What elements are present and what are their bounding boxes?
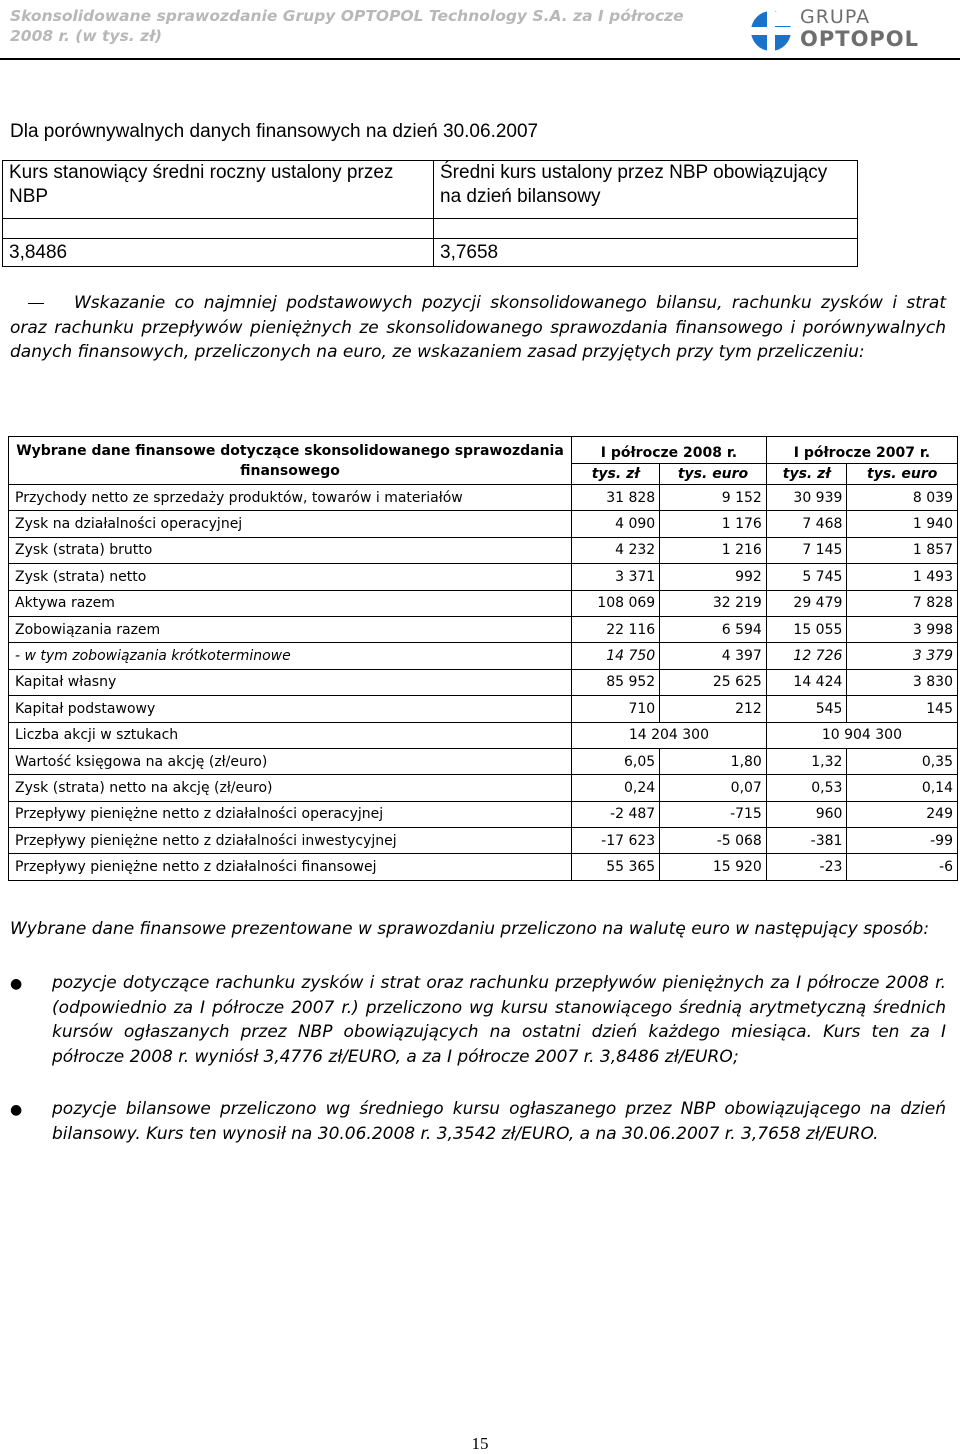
value-eur-2007: 145: [847, 696, 958, 722]
value-pln-2008: 4 090: [572, 511, 660, 537]
conversion-note-text: Wskazanie co najmniej podstawowych pozycji skonsolidowanego bilansu, rachunku zysków i strat oraz rachunku przepływów pieniężnych ze skonsolidowanego sprawozdania finansowego i porównywalnych danych finansowych, przeliczonych na euro, ze wskazaniem zasad przyjętych przy tym przeliczeniu:: [10, 293, 946, 362]
value-pln-2007: 30 939: [766, 485, 847, 511]
value-eur-2007: 3 830: [847, 669, 958, 695]
value-pln-2007: -381: [766, 828, 847, 854]
value-eur-2008: 15 920: [660, 854, 767, 880]
value-eur-2007: 3 998: [847, 616, 958, 642]
table-row: [9, 748, 958, 774]
value-eur-2008: 9 152: [660, 485, 767, 511]
rate-col2-header: Średni kurs ustalony przez NBP obowiązujący na dzień bilansowy: [434, 161, 858, 219]
value-eur-2008: 6 594: [660, 616, 767, 642]
row-label: Zysk (strata) netto: [9, 564, 572, 590]
bullet-dot: ●: [10, 1102, 23, 1118]
value-eur-2007: 1 857: [847, 537, 958, 563]
value-pln-2007: -23: [766, 854, 847, 880]
rate-col1-header: Kurs stanowiący średni roczny ustalony przez NBP: [3, 161, 434, 219]
row-label: Zysk (strata) brutto: [9, 537, 572, 563]
table-row: [9, 616, 958, 642]
rate-spacer-cell: [434, 219, 858, 239]
optopol-logo: [748, 6, 918, 54]
value-eur-2007: 3 379: [847, 643, 958, 669]
value-pln-2008: 108 069: [572, 590, 660, 616]
header-divider: [0, 58, 960, 60]
value-eur-2007: 249: [847, 801, 958, 827]
intro-text: Dla porównywalnych danych finansowych na dzień 30.06.2007: [10, 121, 539, 142]
value-eur-2008: 25 625: [660, 669, 767, 695]
value-eur-2007: 8 039: [847, 485, 958, 511]
value-eur-2007: 7 828: [847, 590, 958, 616]
value-eur-2007: -6: [847, 854, 958, 880]
row-label: Przychody netto ze sprzedaży produktów, towarów i materiałów: [9, 485, 572, 511]
table-row: [9, 775, 958, 801]
value-eur-2008: 4 397: [660, 643, 767, 669]
value-pln-2007: 7 468: [766, 511, 847, 537]
bullet-dot: ●: [10, 976, 23, 992]
value-pln-2008: 3 371: [572, 564, 660, 590]
value-pln-2008: 6,05: [572, 748, 660, 774]
row-label: Liczba akcji w sztukach: [9, 722, 572, 748]
document-header-title: Skonsolidowane sprawozdanie Grupy OPTOPOL Technology S.A. za I półrocze 2008 r. (w tys. zł): [10, 7, 684, 45]
table-row: [9, 828, 958, 854]
table-row: [9, 537, 958, 563]
value-pln-2007: 0,53: [766, 775, 847, 801]
bullet-text: pozycje dotyczące rachunku zysków i strat oraz rachunku przepływów pieniężnych za I półrocze 2008 r. (odpowiednio za I półrocze 2007 r.) przeliczono wg kursu stanowiącego średnią arytmetyczną średnich kursów ogłaszanych przez NBP obowiązujących na ostatni dzień każdego miesiąca. Kurs ten za I półrocze 2008 r. wyniósł 3,4776 zł/EURO, a za I półrocze 2007 r. 3,8486 zł/EURO;: [52, 973, 946, 1067]
table-row: [9, 643, 958, 669]
value-pln-2008: 0,24: [572, 775, 660, 801]
value-eur-2008: 0,07: [660, 775, 767, 801]
row-label: Aktywa razem: [9, 590, 572, 616]
value-pln-2007: 960: [766, 801, 847, 827]
logo-line-optopol: OPTOPOL: [800, 27, 920, 51]
row-label: Zobowiązania razem: [9, 616, 572, 642]
value-eur-2008: 1,80: [660, 748, 767, 774]
table-row: [9, 801, 958, 827]
value-pln-2007: 29 479: [766, 590, 847, 616]
row-label: Kapitał własny: [9, 669, 572, 695]
table-row: [9, 696, 958, 722]
table-row: [9, 722, 958, 748]
value-eur-2008: 32 219: [660, 590, 767, 616]
exchange-rate-table: [2, 160, 858, 267]
value-eur-2008: -5 068: [660, 828, 767, 854]
unit-header-pln-2008: tys. zł: [572, 464, 660, 485]
logo-mark-icon: [748, 8, 794, 54]
unit-header-eur-2008: tys. euro: [660, 464, 767, 485]
value-pln-2008: -17 623: [572, 828, 660, 854]
value-eur-2008: 1 216: [660, 537, 767, 563]
value-eur-2008: 1 176: [660, 511, 767, 537]
value-pln-2007: 1,32: [766, 748, 847, 774]
row-label: Przepływy pieniężne netto z działalności operacyjnej: [9, 801, 572, 827]
table-row: [9, 485, 958, 511]
rate-spacer-cell: [3, 219, 434, 239]
value-eur-2007: 1 940: [847, 511, 958, 537]
period-2007-header: I półrocze 2007 r.: [766, 437, 957, 464]
shares-2007: 10 904 300: [766, 722, 957, 748]
value-pln-2008: 22 116: [572, 616, 660, 642]
value-pln-2008: 710: [572, 696, 660, 722]
shares-2008: 14 204 300: [572, 722, 767, 748]
conversion-note: [10, 291, 946, 365]
value-pln-2007: 14 424: [766, 669, 847, 695]
row-label: Zysk (strata) netto na akcję (zł/euro): [9, 775, 572, 801]
rate-col1-value: 3,8486: [3, 239, 434, 267]
value-eur-2007: 0,14: [847, 775, 958, 801]
value-eur-2007: 1 493: [847, 564, 958, 590]
table-row: [9, 511, 958, 537]
value-eur-2007: 0,35: [847, 748, 958, 774]
value-eur-2008: 992: [660, 564, 767, 590]
period-2008-header: I półrocze 2008 r.: [572, 437, 767, 464]
value-pln-2007: 545: [766, 696, 847, 722]
value-pln-2007: 12 726: [766, 643, 847, 669]
rate-col2-value: 3,7658: [434, 239, 858, 267]
row-label: Przepływy pieniężne netto z działalności inwestycyjnej: [9, 828, 572, 854]
table-row: [9, 669, 958, 695]
value-eur-2007: -99: [847, 828, 958, 854]
value-pln-2008: -2 487: [572, 801, 660, 827]
value-eur-2008: 212: [660, 696, 767, 722]
value-pln-2008: 31 828: [572, 485, 660, 511]
table-row: [9, 564, 958, 590]
financial-data-table: [8, 436, 958, 881]
unit-header-pln-2007: tys. zł: [766, 464, 847, 485]
value-pln-2007: 7 145: [766, 537, 847, 563]
value-pln-2008: 4 232: [572, 537, 660, 563]
unit-header-eur-2007: tys. euro: [847, 464, 958, 485]
value-pln-2008: 14 750: [572, 643, 660, 669]
row-label: Wartość księgowa na akcję (zł/euro): [9, 748, 572, 774]
value-pln-2008: 55 365: [572, 854, 660, 880]
table-title: Wybrane dane finansowe dotyczące skonsolidowanego sprawozdania finansowego: [9, 437, 572, 485]
row-label: Zysk na działalności operacyjnej: [9, 511, 572, 537]
row-label: Kapitał podstawowy: [9, 696, 572, 722]
page-number: 15: [471, 1434, 489, 1453]
logo-line-grupa: GRUPA: [800, 6, 871, 28]
bullet-text: pozycje bilansowe przeliczono wg średniego kursu ogłaszanego przez NBP obowiązującego na dzień bilansowy. Kurs ten wynosił na 30.06.2008 r. 3,3542 zł/EURO, a na 30.06.2007 r. 3,7658 zł/EURO.: [52, 1099, 946, 1144]
row-label: Przepływy pieniężne netto z działalności finansowej: [9, 854, 572, 880]
value-pln-2007: 5 745: [766, 564, 847, 590]
summary-text: Wybrane dane finansowe prezentowane w sprawozdaniu przeliczono na walutę euro w następujący sposób:: [10, 919, 930, 939]
row-label: - w tym zobowiązania krótkoterminowe: [9, 643, 572, 669]
value-pln-2008: 85 952: [572, 669, 660, 695]
value-pln-2007: 15 055: [766, 616, 847, 642]
value-eur-2008: -715: [660, 801, 767, 827]
table-row: [9, 854, 958, 880]
table-row: [9, 590, 958, 616]
